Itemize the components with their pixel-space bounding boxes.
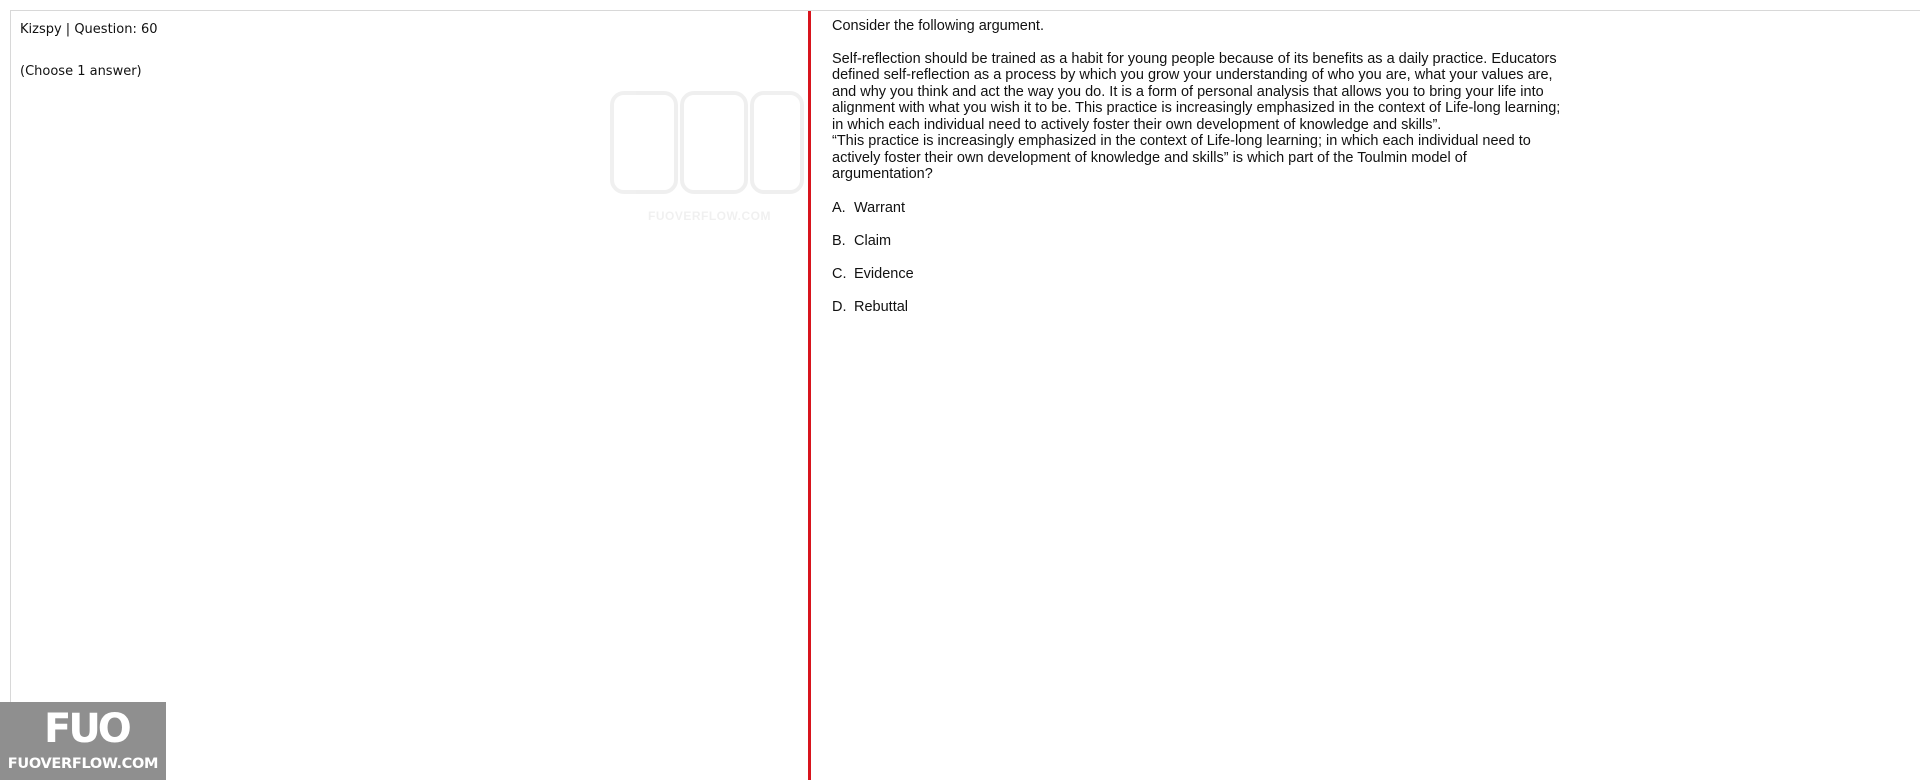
question-content-pane: [832, 18, 1562, 332]
watermark-shape: [680, 91, 748, 194]
question-intro: Consider the following argument.: [832, 18, 1044, 34]
fuo-logo-icon: FUO: [44, 706, 129, 752]
option-d[interactable]: [832, 299, 1562, 316]
option-text: Claim: [854, 232, 892, 249]
option-a[interactable]: [832, 200, 1562, 217]
option-letter: C.: [832, 265, 847, 282]
faint-logo-watermark: [610, 91, 800, 241]
argument-text: Self-reflection should be trained as a habit for young people because of its benefits as a daily practice. Educators defined self-reflection as a process by which you grow your understanding of who you are, what your values are, and why you think and act the way you do. It is a form of personal analysis that allows you to bring your life into alignment with what you wish it to be. This practice is increasingly emphasized in the context of Life-long learning; in which each individual need to actively foster their own development of knowledge and skills”.: [832, 50, 1561, 133]
option-text: Rebuttal: [854, 298, 909, 315]
option-text: Evidence: [854, 265, 914, 282]
watermark-shape: [750, 91, 804, 194]
fuoverflow-badge: [0, 702, 166, 780]
option-c[interactable]: [832, 266, 1562, 283]
watermark-shape: [610, 91, 678, 194]
question-header: Kizspy | Question: 60: [20, 22, 158, 37]
option-letter: D.: [832, 298, 847, 315]
question-info-pane: [10, 11, 808, 780]
option-letter: A.: [832, 199, 846, 216]
question-prompt: “This practice is increasingly emphasized in the context of Life-long learning; in which each individual need to actively foster their own development of knowledge and skills” is which part of the Toulmin model of argumentation?: [832, 133, 1531, 182]
option-letter: B.: [832, 232, 846, 249]
choose-hint: (Choose 1 answer): [20, 64, 142, 79]
option-b[interactable]: [832, 233, 1562, 250]
option-text: Warrant: [854, 199, 906, 216]
watermark-site-text: FUOVERFLOW.COM: [648, 209, 771, 223]
badge-site-text: FUOVERFLOW.COM: [7, 756, 159, 772]
pane-divider: [808, 11, 811, 780]
